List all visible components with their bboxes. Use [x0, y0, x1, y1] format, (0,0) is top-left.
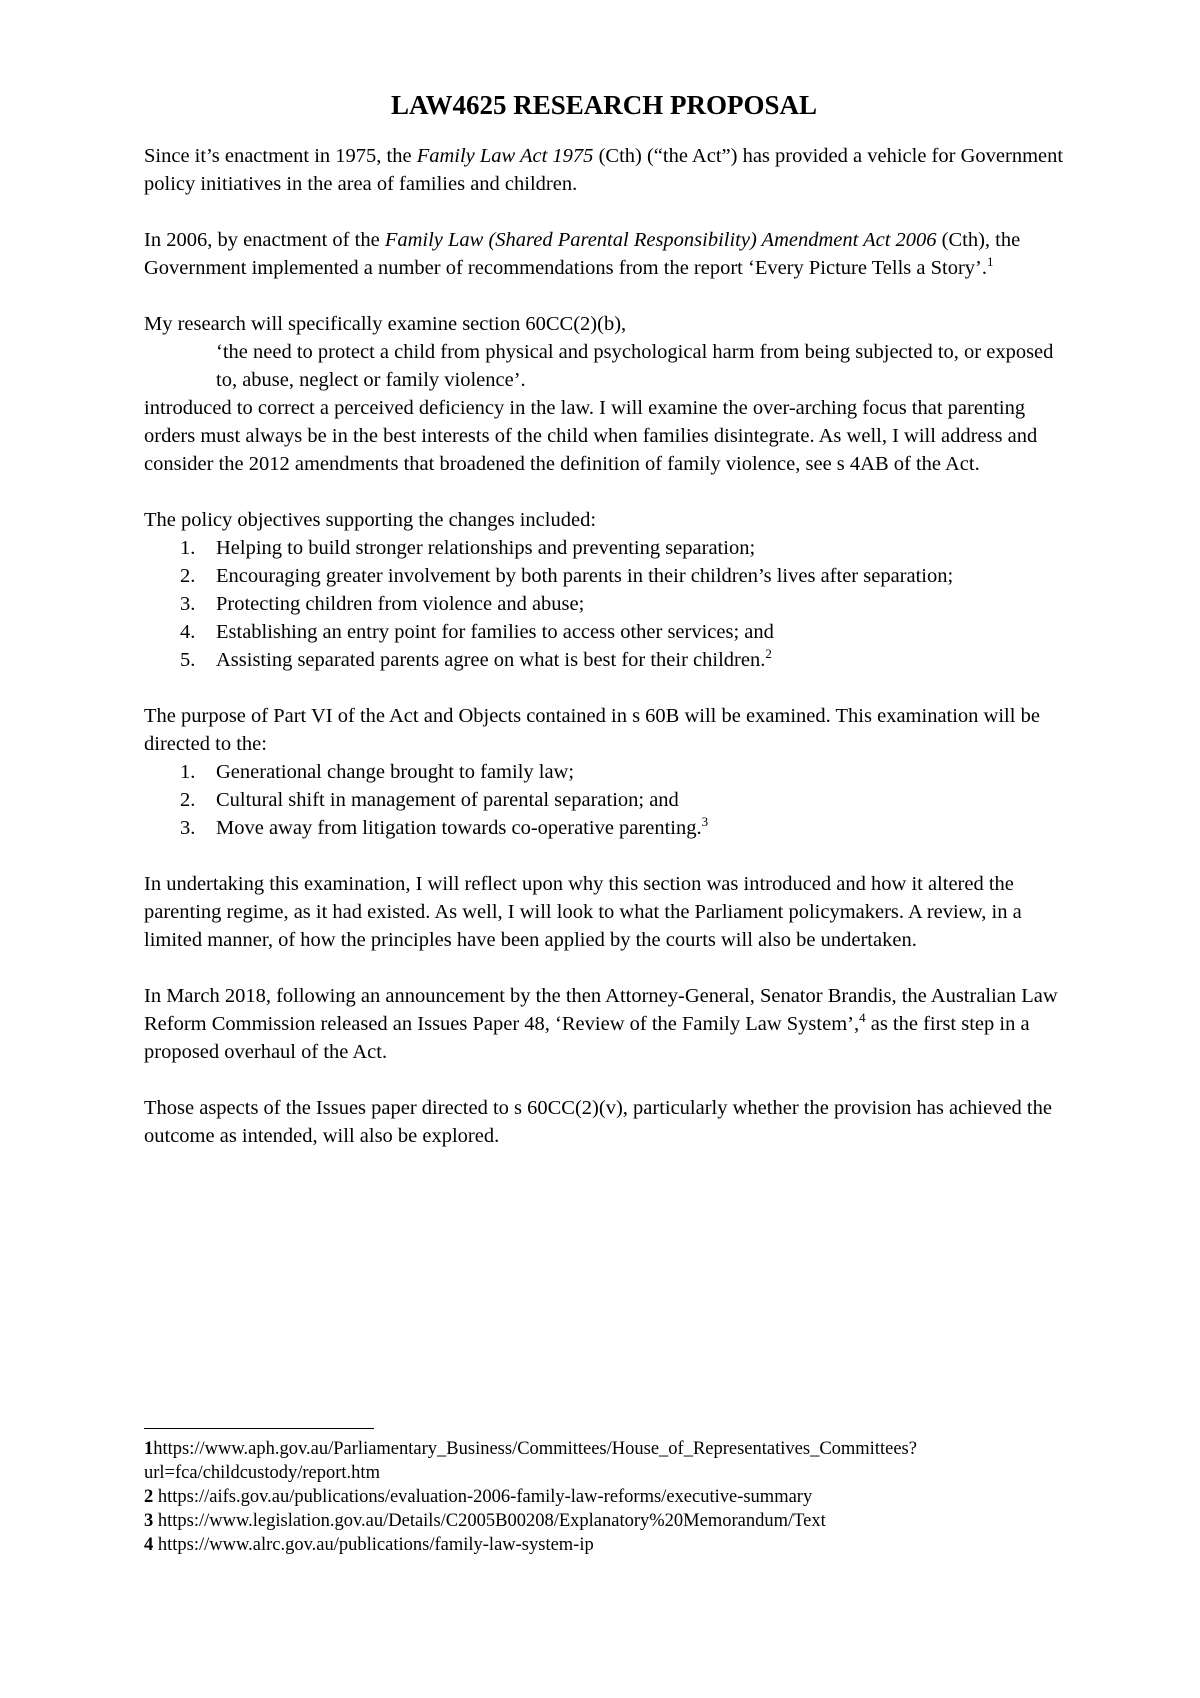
text-run: Since it’s enactment in 1975, the — [144, 145, 417, 167]
footnote-link[interactable]: https://www.legislation.gov.au/Details/C2005B00208/Explanatory%20Memorandum/Text — [153, 1511, 826, 1531]
list-text: Assisting separated parents agree on what is best for their children. — [216, 649, 766, 671]
footnote — [144, 1533, 1064, 1557]
list-item — [144, 646, 1064, 674]
document-body — [144, 88, 1064, 1178]
examination-paragraph: In undertaking this examination, I will reflect upon why this section was introduced and how it altered the parenting regime, as it had existed. As well, I will look to what the Parliament policymakers. A review, in a limited manner, of how the principles have been applied by the courts will also be undertaken. — [144, 873, 1022, 951]
objectives-list — [144, 534, 1064, 674]
footnote — [144, 1437, 1064, 1485]
list-text: Helping to build stronger relationships and preventing separation; — [216, 537, 756, 559]
text-run: In March 2018, following an announcement by the then Attorney-General, Senator Brandis, the Australian Law Reform Commission released an Issues Paper 48, ‘Review of the Family Law System’, — [144, 985, 1058, 1035]
text-run: as the first step in a proposed overhaul of the Act. — [144, 1013, 1030, 1063]
text-run: (Cth) (“the Act”) has provided a vehicle for Government policy initiatives in the area of families and children. — [144, 145, 1064, 195]
list-number: 1. — [180, 537, 196, 559]
amendment-paragraph — [144, 226, 1064, 282]
list-number: 2. — [180, 565, 196, 587]
list-item — [144, 758, 1064, 786]
intro-paragraph — [144, 142, 1064, 198]
footnote-ref[interactable]: 4 — [859, 1010, 866, 1026]
list-text: Move away from litigation towards co-operative parenting. — [216, 817, 702, 839]
footnote-ref[interactable]: 1 — [987, 254, 994, 270]
list-item — [144, 562, 1064, 590]
list-number: 5. — [180, 649, 196, 671]
closing-paragraph: Those aspects of the Issues paper directed to s 60CC(2)(v), particularly whether the provision has achieved the outcome as intended, will also be explored. — [144, 1097, 1052, 1147]
section-quote: ‘the need to protect a child from physical and psychological harm from being subjected to, or exposed to, abuse, neglect or family violence’. — [216, 341, 1054, 391]
text-run: In 2006, by enactment of the — [144, 229, 385, 251]
footnote-number: 4 — [144, 1535, 154, 1555]
footnote-link[interactable]: https://aifs.gov.au/publications/evaluation-2006-family-law-reforms/executive-summary — [153, 1487, 813, 1507]
research-intro: My research will specifically examine section 60CC(2)(b), — [144, 313, 627, 335]
objectives-intro: The policy objectives supporting the changes included: — [144, 509, 597, 531]
footnote — [144, 1509, 1064, 1533]
list-number: 4. — [180, 621, 196, 643]
footnote-link[interactable]: https://www.alrc.gov.au/publications/family-law-system-ip — [153, 1535, 594, 1555]
footnote-separator — [144, 1428, 374, 1429]
footnote-number: 2 — [144, 1487, 154, 1507]
list-number: 2. — [180, 789, 196, 811]
list-item — [144, 590, 1064, 618]
list-item — [144, 618, 1064, 646]
act-title: Family Law Act 1975 — [416, 145, 594, 167]
page-title: LAW4625 RESEARCH PROPOSAL — [390, 90, 818, 120]
list-number: 3. — [180, 593, 196, 615]
research-paragraph: introduced to correct a perceived deficiency in the law. I will examine the over-arching focus that parenting orders must always be in the best interests of the child when families disintegrate. As well, I will address and consider the 2012 amendments that broadened the definition of family violence, see s 4AB of the Act. — [144, 397, 1038, 475]
footnote-ref[interactable]: 2 — [765, 646, 772, 662]
list-item — [144, 786, 1064, 814]
list-number: 3. — [180, 817, 196, 839]
list-text: Cultural shift in management of parental separation; and — [216, 789, 679, 811]
purpose-intro: The purpose of Part VI of the Act and Objects contained in s 60B will be examined. This examination will be directed to the: — [144, 705, 1040, 755]
list-text: Establishing an entry point for families to access other services; and — [216, 621, 774, 643]
text-run: (Cth), the Government implemented a number of recommendations from the report ‘Every Picture Tells a Story’. — [144, 229, 1021, 279]
footnote-link[interactable]: https://www.aph.gov.au/Parliamentary_Business/Committees/House_of_Representatives_Committees?url=fca/childcustody/report.htm — [144, 1439, 917, 1483]
footnotes — [144, 1428, 1064, 1557]
list-text: Protecting children from violence and abuse; — [216, 593, 585, 615]
footnote-ref[interactable]: 3 — [701, 814, 709, 830]
list-item — [144, 534, 1064, 562]
list-text: Generational change brought to family law; — [216, 761, 575, 783]
alrc-paragraph — [144, 982, 1064, 1066]
list-number: 1. — [180, 761, 196, 783]
footnote — [144, 1485, 1064, 1509]
footnote-number: 1 — [144, 1439, 154, 1459]
purpose-list — [144, 758, 1064, 842]
list-item — [144, 814, 1064, 842]
footnote-number: 3 — [144, 1511, 154, 1531]
list-text: Encouraging greater involvement by both parents in their children’s lives after separation; — [216, 565, 954, 587]
amendment-act-title: Family Law (Shared Parental Responsibility) Amendment Act 2006 — [384, 229, 937, 251]
